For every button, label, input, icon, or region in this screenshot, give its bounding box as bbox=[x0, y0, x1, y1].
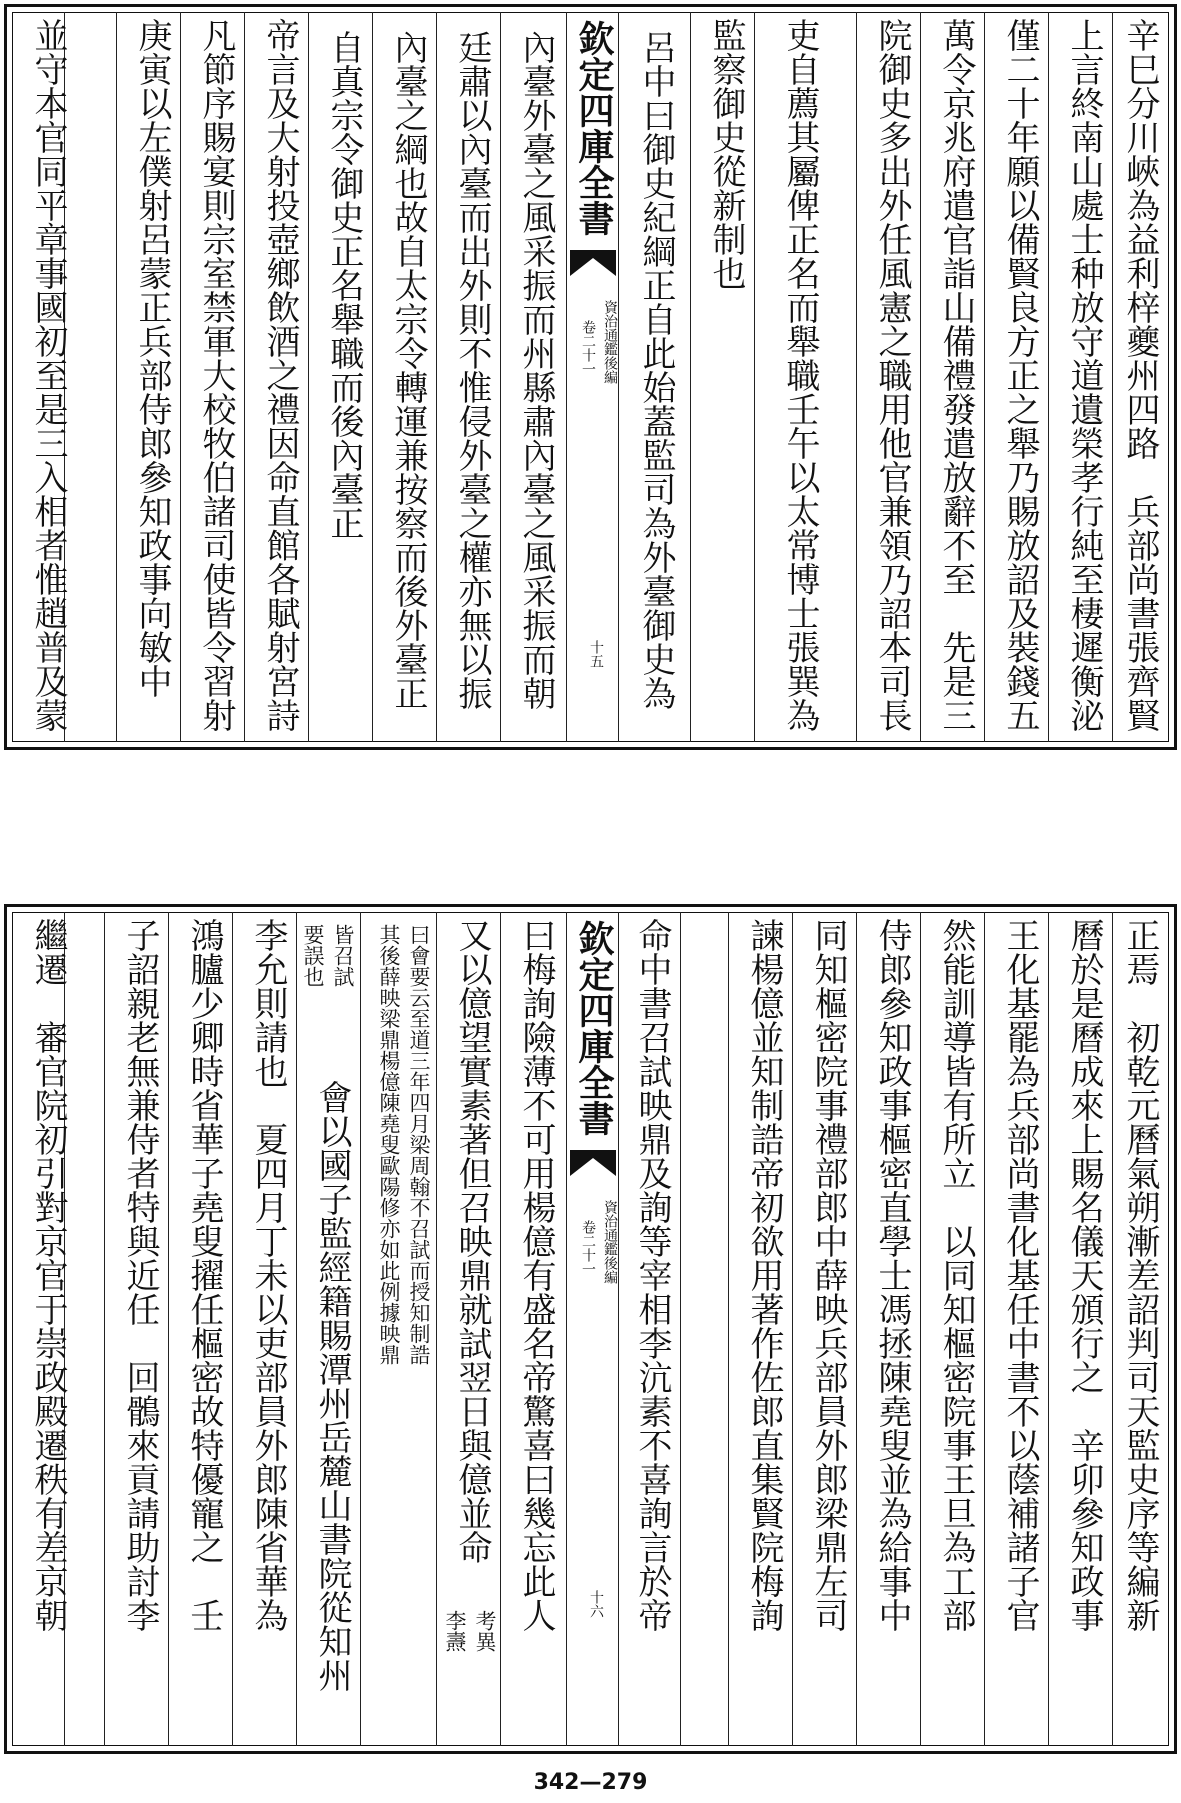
note-line-a2: 其後薛映梁鼎楊億陳堯叟歐陽修亦如此例據映鼎 bbox=[377, 924, 401, 1365]
bottom-right-column-7: 諫楊億並知制誥帝初欲用著作佐郎直集賢院梅詢 bbox=[744, 918, 784, 1632]
top-left-column-8: 庚寅以左僕射呂蒙正兵部侍郎參知政事向敏中 bbox=[132, 18, 172, 698]
bottom-right-column-8: 命中書召試映鼎及詢等宰相李沆素不喜詢言於帝 bbox=[632, 918, 672, 1632]
top-right-column-6: 吏自薦其屬俾正名而舉職壬午以太常博士張巽為 bbox=[780, 18, 820, 732]
top-right-column-3: 僅二十年願以備賢良方正之舉乃賜放詔及裝錢五 bbox=[1000, 18, 1040, 732]
top-left-column-1: 呂中曰御史紀綱正自此始蓋監司為外臺御史為 bbox=[636, 30, 676, 710]
top-left-column-2: 內臺外臺之風采振而州縣肅內臺之風采振而朝 bbox=[516, 30, 556, 710]
bottom-column-10-main: 又以億望實素著但召映鼎就試翌日與億並命 bbox=[452, 918, 492, 1564]
top-center-volume: 卷二十一 bbox=[580, 320, 596, 376]
top-center-title: 欽定四庫全書 bbox=[573, 20, 615, 236]
bottom-left-column-1: 李允則請也 夏四月丁未以吏部員外郎陳省華為 bbox=[248, 918, 288, 1632]
note-kaoyi: 考異 bbox=[473, 1610, 497, 1652]
bottom-left-column-4: 繼遷 審官院初引對京官于崇政殿遷秩有差京朝 bbox=[28, 918, 68, 1632]
bottom-fishtail-mark bbox=[570, 1150, 616, 1176]
bottom-right-column-2: 曆於是曆成來上賜名儀天頒行之 辛卯參知政事 bbox=[1064, 918, 1104, 1632]
note-line-b2: 要誤也 bbox=[301, 924, 325, 987]
top-right-column-5: 院御史多出外任風憲之職用他官兼領乃詔本司長 bbox=[872, 18, 912, 732]
bottom-right-column-4: 然能訓導皆有所立 以同知樞密院事王旦為工部 bbox=[936, 918, 976, 1632]
top-page bbox=[0, 0, 1181, 760]
bottom-right-column-5: 侍郎參知政事樞密直學士馮拯陳堯叟並為給事中 bbox=[872, 918, 912, 1632]
bottom-column-10-note bbox=[440, 1610, 498, 1740]
bottom-left-column-3: 子詔親老無兼侍者特與近任 回鶻來貢請助討李 bbox=[120, 918, 160, 1632]
bottom-left-column-2: 鴻臚少卿時省華子堯叟擢任樞密故特優寵之 壬 bbox=[184, 918, 224, 1632]
bottom-right-column-1: 正焉 初乾元曆氣朔漸差詔判司天監史序等編新 bbox=[1120, 918, 1160, 1632]
top-left-column-7: 凡節序賜宴則宗室禁軍大校牧伯諸司使皆令習射 bbox=[196, 18, 236, 732]
bottom-note-block-b bbox=[300, 924, 356, 1074]
bottom-right-column-3: 王化基罷為兵部尚書化基任中書不以蔭補諸子官 bbox=[1000, 918, 1040, 1632]
note-line-a1: 曰會要云至道三年四月梁周翰不召試而授知制誥 bbox=[407, 924, 431, 1365]
top-left-column-4: 內臺之綱也故自太宗令轉運兼按察而後外臺正 bbox=[388, 30, 428, 710]
bottom-center-book: 資治通鑑後編 bbox=[602, 1200, 618, 1284]
bottom-center-page: 十六 bbox=[588, 1590, 604, 1618]
top-fishtail-mark bbox=[570, 250, 616, 276]
bottom-right-column-6: 同知樞密院事禮部郎中薛映兵部員外郎梁鼎左司 bbox=[808, 918, 848, 1632]
top-center-page: 十五 bbox=[588, 640, 604, 668]
top-left-column-6: 帝言及大射投壺鄉飲酒之禮因命直館各賦射宮詩 bbox=[260, 18, 300, 732]
bottom-center-title: 欽定四庫全書 bbox=[573, 920, 615, 1136]
page-code: 342—279 bbox=[533, 1770, 648, 1795]
bottom-center-volume: 卷二十一 bbox=[580, 1220, 596, 1276]
top-left-column-9: 並守本官同平章事國初至是三入相者惟趙普及蒙 bbox=[28, 18, 68, 732]
bottom-column-12: 會以國子監經籍賜潭州岳麓山書院從知州 bbox=[312, 1080, 352, 1692]
top-right-column-7: 監察御史從新制也 bbox=[706, 18, 746, 290]
note-li-tao: 李燾 bbox=[443, 1610, 467, 1652]
bottom-note-block-a bbox=[366, 924, 432, 1742]
top-left-column-5: 自真宗令御史正名舉職而後內臺正 bbox=[324, 30, 364, 540]
bottom-column-9: 曰梅詢險薄不可用楊億有盛名帝驚喜曰幾忘此人 bbox=[516, 918, 556, 1632]
note-line-b1: 皆召試 bbox=[331, 924, 355, 987]
top-left-column-3: 廷肅以內臺而出外則不惟侵外臺之權亦無以振 bbox=[452, 30, 492, 710]
top-right-column-2: 上言終南山處士种放守道遺榮孝行純至棲遲衡泌 bbox=[1064, 18, 1104, 732]
top-right-column-4: 萬令京兆府遣官詣山備禮發遣放辭不至 先是三 bbox=[936, 18, 976, 732]
bottom-page bbox=[0, 900, 1181, 1760]
top-center-book: 資治通鑑後編 bbox=[602, 300, 618, 384]
top-right-column-1: 辛巳分川峽為益利梓夔州四路 兵部尚書張齊賢 bbox=[1120, 18, 1160, 732]
